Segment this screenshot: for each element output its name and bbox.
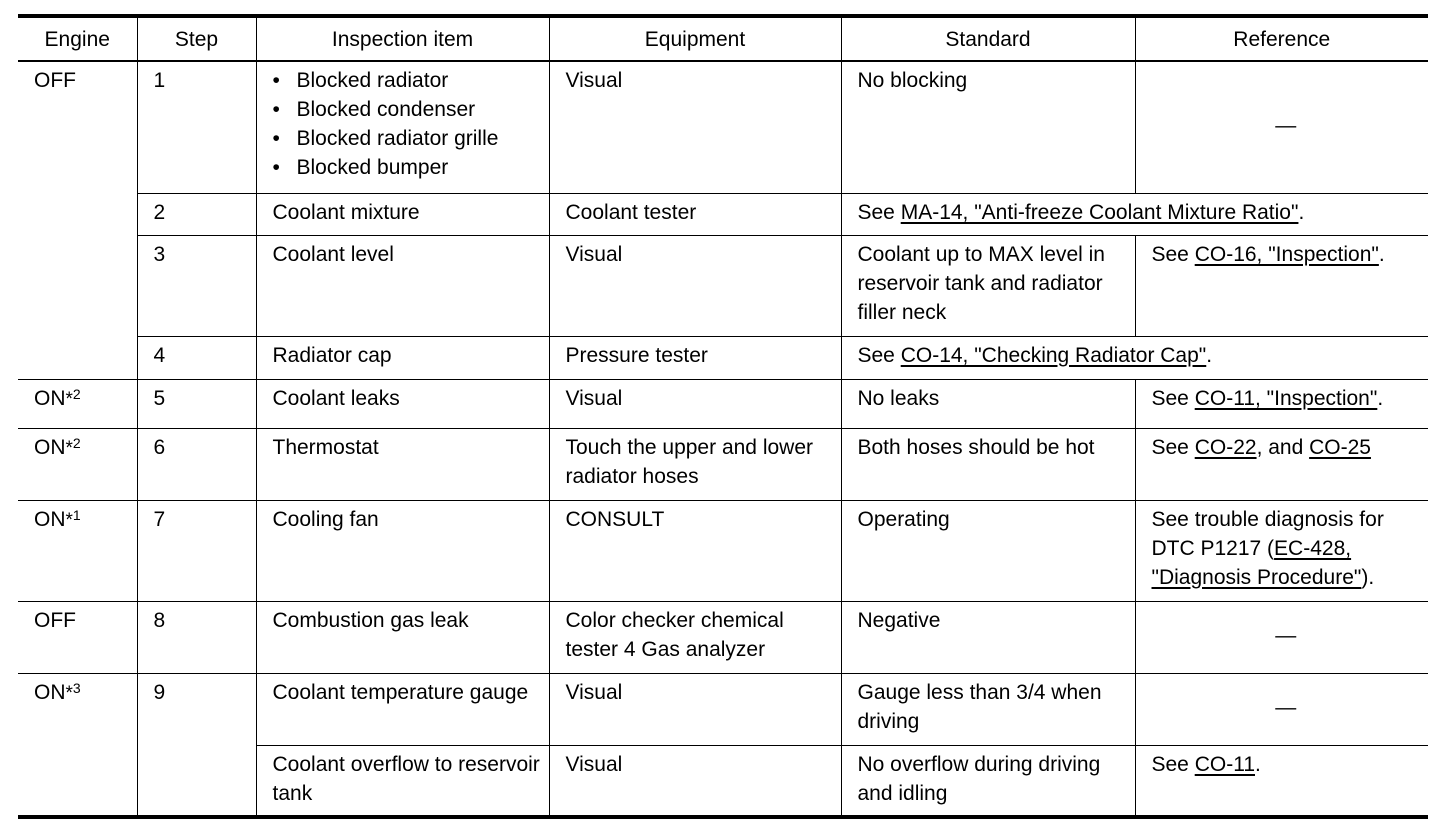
- step-cell: 1: [137, 61, 256, 193]
- engine-cell: [18, 673, 137, 817]
- standard-reference-cell: [841, 193, 1428, 235]
- inspection-item-cell: Coolant overflow to reservoir tank: [256, 745, 549, 817]
- standard-cell: Gauge less than 3/4 when driving: [841, 673, 1135, 745]
- standard-reference-cell: [841, 336, 1428, 379]
- inspection-item-cell: Radiator cap: [256, 336, 549, 379]
- step-cell: 7: [137, 500, 256, 601]
- list-item: • Blocked condenser: [273, 95, 541, 124]
- bullet-list: [273, 66, 541, 182]
- reference-link[interactable]: CO-22: [1194, 435, 1257, 459]
- footnote-number: 2: [72, 434, 81, 451]
- reference-link[interactable]: CO-16, "Inspection": [1194, 242, 1379, 266]
- table-row: [18, 500, 1428, 601]
- equipment-cell: Touch the upper and lower radiator hoses: [549, 428, 841, 500]
- list-item: • Blocked radiator: [273, 66, 541, 95]
- step-cell: 4: [137, 336, 256, 379]
- reference-cell: [1135, 745, 1428, 817]
- standard-cell: No overflow during driving and idling: [841, 745, 1135, 817]
- header-row: [18, 16, 1428, 61]
- reference-cell: [1135, 235, 1428, 336]
- table-row: [18, 193, 1428, 235]
- list-item: • Blocked radiator grille: [273, 124, 541, 153]
- inspection-item-cell: Coolant leaks: [256, 379, 549, 428]
- reference-link[interactable]: MA-14, "Anti-freeze Coolant Mixture Ratio": [900, 200, 1299, 224]
- step-cell: 8: [137, 601, 256, 673]
- see-text: See: [1151, 752, 1195, 776]
- reference-cell: —: [1135, 61, 1428, 193]
- reference-link[interactable]: CO-11: [1194, 752, 1255, 776]
- step-cell: 9: [137, 673, 256, 817]
- table-row: [18, 673, 1428, 745]
- inspection-item-cell: Cooling fan: [256, 500, 549, 601]
- inspection-table: [18, 14, 1428, 819]
- standard-cell: Negative: [841, 601, 1135, 673]
- reference-cell: —: [1135, 601, 1428, 673]
- step-cell: 2: [137, 193, 256, 235]
- equipment-cell: Visual: [549, 673, 841, 745]
- equipment-cell: Color checker chemical tester 4 Gas analyzer: [549, 601, 841, 673]
- standard-cell: Coolant up to MAX level in reservoir tank and radiator filler neck: [841, 235, 1135, 336]
- header-standard: Standard: [841, 16, 1135, 61]
- engine-cell: [18, 500, 137, 601]
- footnote-star: *: [65, 509, 73, 531]
- see-text: See: [1151, 242, 1195, 266]
- engine-state: ON: [34, 435, 66, 459]
- table-row: [18, 601, 1428, 673]
- step-cell: 5: [137, 379, 256, 428]
- see-text: See: [1151, 386, 1195, 410]
- footnote-number: 1: [72, 506, 81, 523]
- engine-cell: [18, 428, 137, 500]
- reference-link[interactable]: CO-25: [1309, 435, 1371, 459]
- see-text: See: [1151, 435, 1195, 459]
- inspection-item-cell: Coolant temperature gauge: [256, 673, 549, 745]
- engine-cell: OFF: [34, 69, 76, 92]
- equipment-cell: Visual: [549, 61, 841, 193]
- header-step: Step: [137, 16, 256, 61]
- inspection-item-cell: Thermostat: [256, 428, 549, 500]
- step-cell: 3: [137, 235, 256, 336]
- table-row: [18, 379, 1428, 428]
- equipment-cell: Visual: [549, 745, 841, 817]
- list-item: • Blocked bumper: [273, 153, 541, 182]
- inspection-item-cell: [256, 61, 549, 193]
- reference-cell: —: [1135, 673, 1428, 745]
- engine-state: ON: [34, 386, 66, 410]
- footnote-star: *: [65, 682, 73, 704]
- equipment-cell: CONSULT: [549, 500, 841, 601]
- engine-state: ON: [34, 680, 66, 704]
- period-text: .: [1298, 200, 1305, 224]
- header-equipment: Equipment: [549, 16, 841, 61]
- engine-cell: OFF: [18, 601, 137, 673]
- equipment-cell: Pressure tester: [549, 336, 841, 379]
- equipment-cell: Coolant tester: [549, 193, 841, 235]
- equipment-cell: Visual: [549, 235, 841, 336]
- header-inspection-item: Inspection item: [256, 16, 549, 61]
- equipment-cell: Visual: [549, 379, 841, 428]
- reference-cell: [1135, 500, 1428, 601]
- period-text: .: [1255, 752, 1261, 776]
- reference-link[interactable]: CO-11, "Inspection": [1194, 386, 1378, 410]
- header-reference: Reference: [1135, 16, 1428, 61]
- standard-cell: Operating: [841, 500, 1135, 601]
- table-row: [18, 336, 1428, 379]
- engine-cell: [18, 379, 137, 428]
- table-row: [18, 61, 1428, 193]
- standard-cell: No blocking: [841, 61, 1135, 193]
- period-text: .: [1377, 386, 1384, 410]
- closing-text: ).: [1361, 565, 1375, 589]
- inspection-item-cell: Combustion gas leak: [256, 601, 549, 673]
- inspection-item-cell: Coolant level: [256, 235, 549, 336]
- footnote-star: *: [65, 437, 73, 459]
- engine-state: ON: [34, 507, 66, 531]
- header-engine: Engine: [44, 27, 110, 51]
- period-text: .: [1206, 343, 1213, 367]
- table-row: [18, 235, 1428, 336]
- footnote-number: 3: [72, 679, 81, 696]
- reference-cell: [1135, 379, 1428, 428]
- reference-cell: [1135, 428, 1428, 500]
- see-text: See: [857, 200, 901, 224]
- reference-link[interactable]: EC-428, "Diagnosis Procedure": [1151, 536, 1362, 589]
- footnote-number: 2: [72, 385, 81, 402]
- reference-text: See trouble diagnosis for DTC P1217 (: [1151, 507, 1384, 560]
- standard-cell: No leaks: [841, 379, 1135, 428]
- table-row: [18, 428, 1428, 500]
- reference-link[interactable]: CO-14, "Checking Radiator Cap": [900, 343, 1207, 367]
- and-text: , and: [1256, 435, 1310, 459]
- see-text: See: [857, 343, 901, 367]
- footnote-star: *: [65, 388, 73, 410]
- inspection-item-cell: Coolant mixture: [256, 193, 549, 235]
- standard-cell: Both hoses should be hot: [841, 428, 1135, 500]
- step-cell: 6: [137, 428, 256, 500]
- period-text: .: [1378, 242, 1385, 266]
